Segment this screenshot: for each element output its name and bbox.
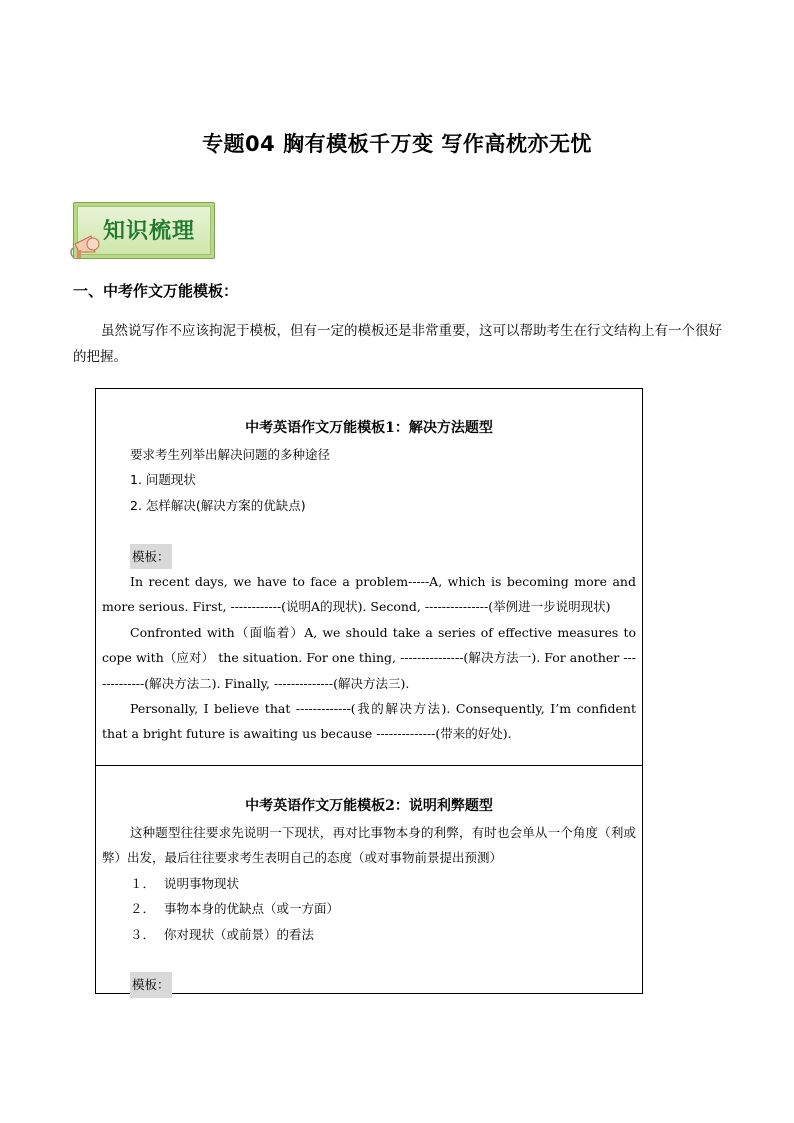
template2-point-3-text: 你对现状（或前景）的看法 — [164, 926, 315, 942]
template2-cell — [102, 792, 636, 998]
template2-point-3 — [102, 922, 636, 947]
template2-point-1-number: １． — [130, 875, 156, 891]
template2-point-2 — [102, 896, 636, 921]
template1-point-2: 2. 怎样解决(解决方案的优缺点) — [130, 497, 306, 513]
template2-label: 模板： — [130, 972, 172, 997]
table-row-divider — [95, 765, 643, 766]
badge-label: 知识梳理 — [103, 219, 196, 244]
template1-point-1: 1. 问题现状 — [130, 472, 196, 488]
template1-paragraph-1: In recent days, we have to face a problem-----A, which is becoming more and more serious. First, ------------(说明A的现状). Second, ---------------(举例进一步说明现状) — [102, 574, 636, 615]
template1-label: 模板： — [130, 544, 172, 569]
template1-cell — [102, 414, 636, 747]
megaphone-icon — [69, 230, 103, 260]
page-title: 专题04 胸有模板千万变 写作高枕亦无忧 — [202, 132, 592, 156]
template1-paragraph-2: Confronted with（面临着）A, we should take a series of effective measures to cope with（应对） the situation. For one thing, ---------------(解决方法一). For another -------------(解决方法二). Finally, --------------(解决方法三). — [102, 624, 636, 691]
template2-heading: 中考英语作文万能模板2：说明利弊题型 — [245, 798, 493, 814]
section-heading: 一、中考作文万能模板： — [73, 282, 239, 300]
template1-paragraph-3: Personally, I believe that -------------(我的解决方法). Consequently, I’m confident that a bright future is awaiting us because --------------(带来的好处). — [102, 701, 636, 742]
template2-description: 这种题型往往要求先说明一下现状，再对比事物本身的利弊，有时也会单从一个角度（利或弊）出发，最后往往要求考生表明自己的态度（或对事物前景提出预测） — [102, 825, 636, 866]
template1-requirement: 要求考生列举出解决问题的多种途径 — [130, 447, 331, 462]
template2-point-2-text: 事物本身的优缺点（或一方面） — [164, 901, 340, 917]
template2-point-3-number: ３． — [130, 926, 156, 942]
intro-paragraph: 虽然说写作不应该拘泥于模板，但有一定的模板还是非常重要，这可以帮助考生在行文结构上有一个很好的把握。 — [73, 323, 722, 365]
template2-point-1-text: 说明事物现状 — [164, 875, 240, 891]
template1-heading: 中考英语作文万能模板1：解决方法题型 — [245, 420, 493, 436]
template2-point-1 — [102, 871, 636, 896]
template2-point-2-number: ２． — [130, 901, 156, 917]
knowledge-badge — [73, 202, 215, 259]
